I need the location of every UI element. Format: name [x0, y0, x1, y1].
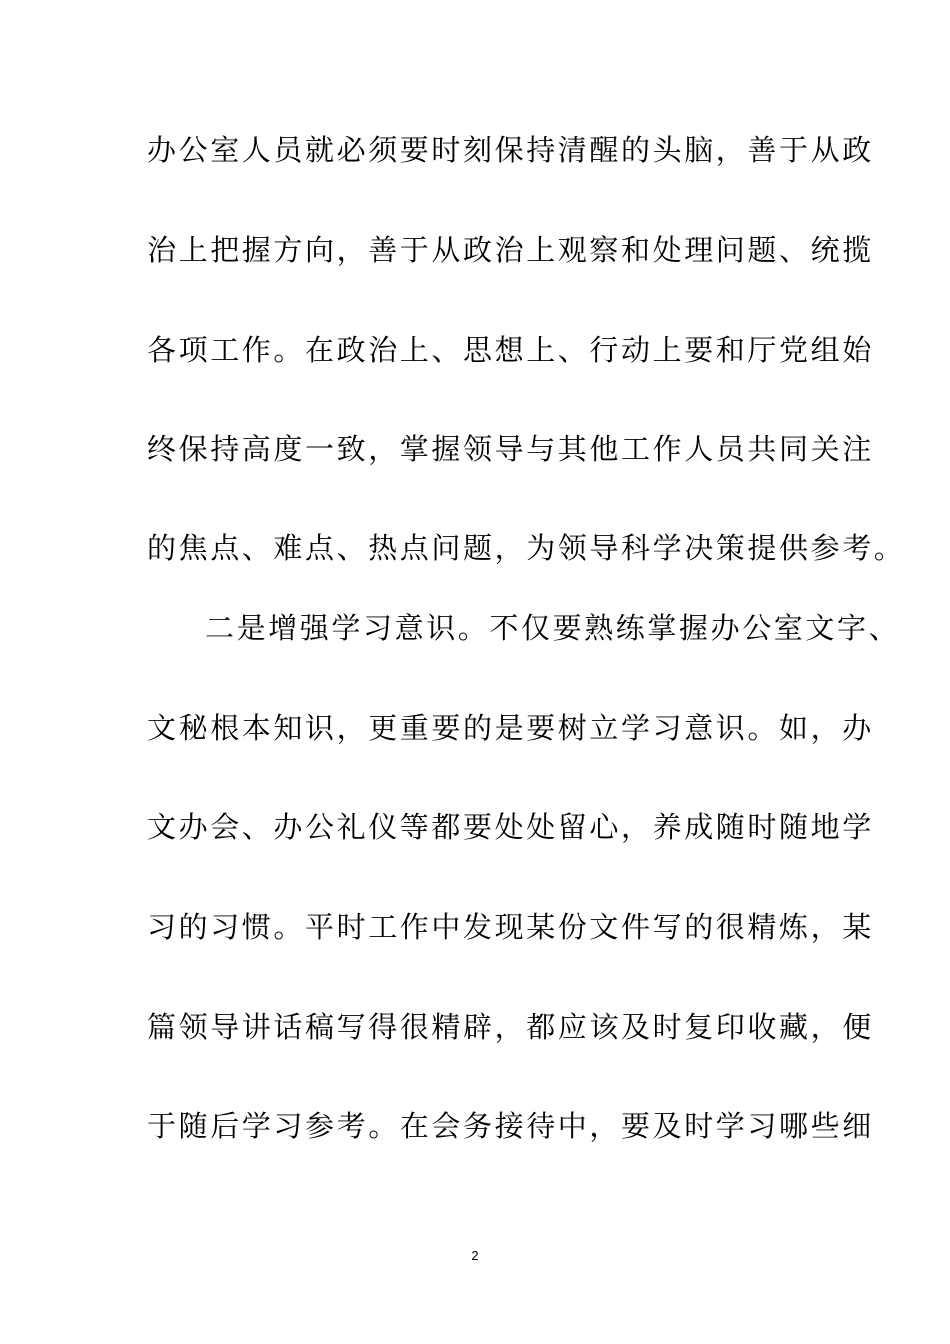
text-line: 终保持高度一致，掌握领导与其他工作人员共同关注: [147, 432, 874, 466]
text-line: 各项工作。在政治上、思想上、行动上要和厅党组始: [147, 333, 874, 367]
paragraph-first-line: 二是增强学习意识。不仅要熟练掌握办公室文字、: [205, 611, 901, 645]
text-line: 文办会、办公礼仪等都要处处留心，养成随时随地学: [147, 810, 874, 844]
text-line: 的焦点、难点、热点问题，为领导科学决策提供参考。: [147, 531, 906, 565]
text-line: 于随后学习参考。在会务接待中，要及时学习哪些细: [147, 1109, 874, 1143]
page-number: 2: [471, 1248, 479, 1263]
text-line: 篇领导讲话稿写得很精辟，都应该及时复印收藏，便: [147, 1010, 874, 1044]
text-line: 文秘根本知识，更重要的是要树立学习意识。如，办: [147, 711, 874, 745]
text-line: 办公室人员就必须要时刻保持清醒的头脑，善于从政: [147, 133, 874, 167]
text-line: 习的习惯。平时工作中发现某份文件写的很精炼，某: [147, 910, 874, 944]
text-line: 治上把握方向，善于从政治上观察和处理问题、统揽: [147, 233, 874, 267]
